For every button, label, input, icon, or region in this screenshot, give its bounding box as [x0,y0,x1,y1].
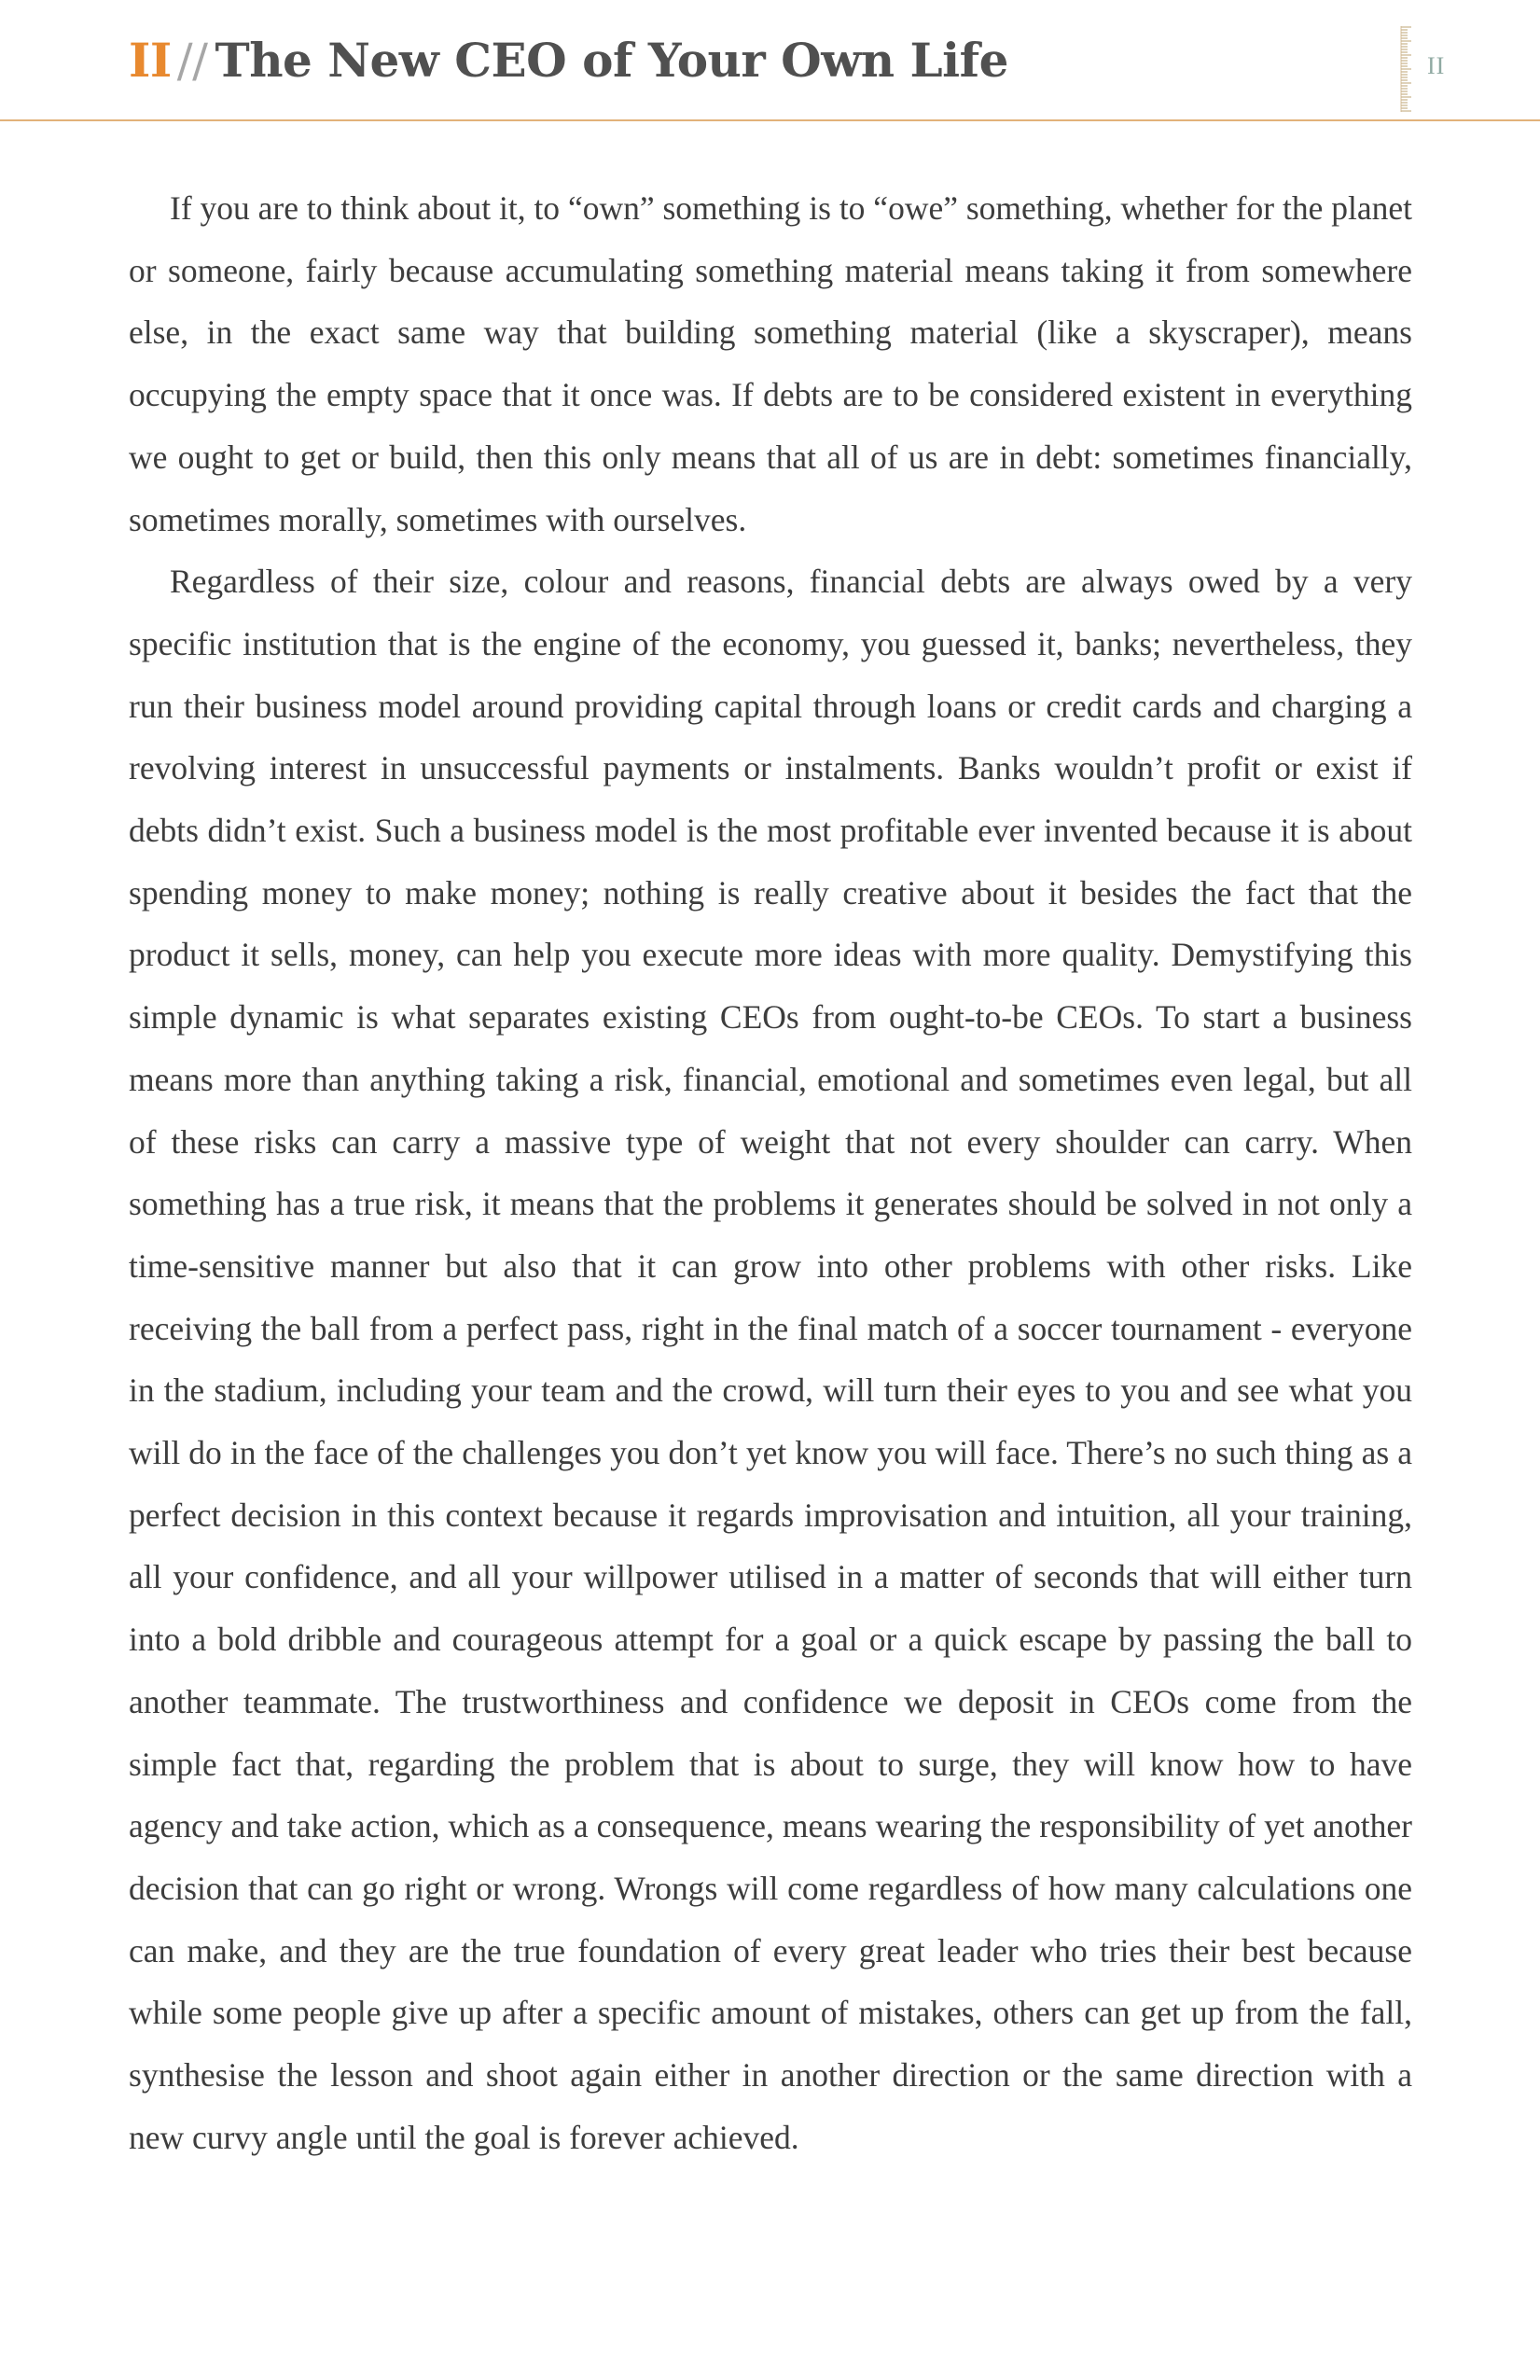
ruler-ornament-icon [1399,26,1412,112]
page-number: II [1427,52,1446,79]
body-paragraph-1: If you are to think about it, to “own” something is to “owe” something, whether for the planet or someone, fairly because accumulating something material means taking it from somewhere else, in the exact same way that building something material (like a skyscraper), means occupying the empty space that it once was. If debts are to be considered existent in everything we ought to get or build, then this only means that all of us are in debt: sometimes financially, sometimes morally, sometimes with ourselves. [129,189,1412,538]
body-paragraph-2: Regardless of their size, colour and reasons, financial debts are always owed by a very specific institution that is the engine of the economy, you guessed it, banks; nevertheless, they run their business model around providing capital through loans or credit cards and charging a revolving interest in unsuccessful payments or instalments. Banks wouldn’t profit or exist if debts didn’t exist. Such a business model is the most profitable ever invented because it is about spending money to make money; nothing is really creative about it besides the fact that the product it sells, money, can help you execute more ideas with more quality. Demystifying this simple dynamic is what separates existing CEOs from ought-to-be CEOs. To start a business means more than anything taking a risk, financial, emotional and sometimes even legal, but all of these risks can carry a massive type of weight that not every shoulder can carry. When something has a true risk, it means that the problems it generates should be solved in not only a time-sensitive manner but also that it can grow into other problems with other risks. Like receiving the ball from a perfect pass, right in the final match of a soccer tournament - everyone in the stadium, including your team and the crowd, will turn their eyes to you and see what you will do in the face of the challenges you don’t yet know you will face. There’s no such thing as a perfect decision in this context because it regards improvisation and intuition, all your training, all your confidence, and all your willpower utilised in a matter of seconds that will either turn into a bold dribble and courageous attempt for a goal or a quick escape by passing the ball to another teammate. The trustworthiness and confidence we deposit in CEOs come from the simple fact that, regarding the problem that is about to surge, they will know how to have agency and take action, which as a consequence, means wearing the responsibility of yet another decision that can go right or wrong. Wrongs will come regardless of how many calculations one can make, and they are the true foundation of every great leader who tries their best because while some people give up after a specific amount of mistakes, others can get up from the fall, synthesise the lesson and shoot again either in another direction or the same direction with a new curvy angle until the goal is forever achieved. [129,563,1412,2156]
chapter-title: The New CEO of Your Own Life [215,33,1008,88]
page-body [129,177,1412,2169]
chapter-heading [129,28,1008,93]
chapter-numeral: II [129,33,172,88]
page-header [0,0,1540,121]
chapter-separator: // [176,34,208,88]
